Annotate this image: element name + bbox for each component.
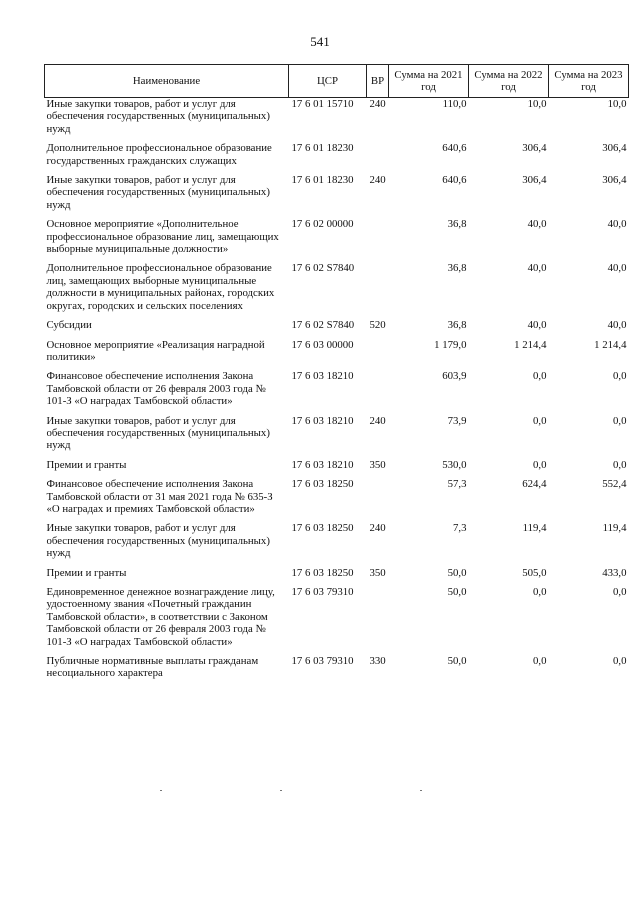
row-sum-2022: 10,0 — [527, 98, 547, 110]
row-sum-2021: 1 179,0 — [434, 338, 467, 351]
row-sum-2023: 0,0 — [613, 370, 627, 383]
row-sum-2022: 505,0 — [522, 566, 547, 579]
row-vr: 350 — [369, 566, 386, 579]
row-sum-2022: 0,0 — [533, 655, 547, 668]
row-vr: 240 — [369, 174, 386, 187]
table-row — [45, 478, 629, 522]
table-body — [45, 98, 629, 687]
row-sum-2023: 40,0 — [607, 262, 627, 275]
row-vr — [367, 142, 389, 174]
row-sum-2022: 0,0 — [533, 586, 547, 598]
row-csr: 17 6 03 18250 — [291, 478, 354, 491]
row-name: Финансовое обеспечение исполнения Закона Тамбовской области от 31 мая 2021 года № 635-З «О наградах и премиях Тамбовской области» — [46, 478, 273, 515]
row-sum-2022: 0,0 — [533, 414, 547, 427]
row-name: Публичные нормативные выплаты гражданам несоциального характера — [46, 655, 259, 680]
row-name: Премии и гранты — [46, 458, 127, 471]
row-vr: 520 — [369, 319, 386, 332]
row-name: Дополнительное профессиональное образование лиц, замещающих выборные муниципальные должности в муниципальных районах, городских округах, городских и сельских поселениях — [46, 262, 275, 312]
row-sum-2021: 57,3 — [447, 478, 467, 491]
row-vr — [367, 370, 389, 414]
row-sum-2021: 7,3 — [453, 522, 467, 535]
budget-table — [44, 64, 629, 687]
row-sum-2023: 433,0 — [602, 566, 627, 579]
row-csr: 17 6 01 15710 — [291, 98, 354, 110]
row-sum-2021: 110,0 — [442, 98, 467, 110]
row-sum-2022: 1 214,4 — [514, 338, 547, 351]
row-sum-2022: 40,0 — [527, 319, 547, 332]
row-csr: 17 6 01 18230 — [291, 174, 354, 187]
row-sum-2022: 306,4 — [522, 142, 547, 155]
row-vr — [367, 586, 389, 655]
table-row — [45, 218, 629, 262]
scan-mark — [160, 790, 162, 791]
table-header — [45, 65, 629, 98]
row-csr: 17 6 03 18250 — [291, 566, 354, 579]
row-sum-2023: 0,0 — [613, 586, 627, 598]
row-vr: 240 — [369, 98, 386, 110]
row-sum-2021: 36,8 — [447, 319, 467, 332]
row-name: Финансовое обеспечение исполнения Закона Тамбовской области от 26 февраля 2003 года № 101-З «О наградах Тамбовской области» — [46, 370, 266, 408]
row-sum-2023: 306,4 — [602, 174, 627, 187]
scan-mark — [420, 790, 422, 791]
row-sum-2022: 624,4 — [522, 478, 547, 491]
row-vr: 350 — [369, 458, 386, 471]
row-csr: 17 6 03 00000 — [291, 338, 354, 351]
row-sum-2021: 50,0 — [447, 566, 467, 579]
row-sum-2022: 40,0 — [527, 262, 547, 275]
row-sum-2022: 306,4 — [522, 174, 547, 187]
row-sum-2022: 119,4 — [522, 522, 547, 535]
header-sum-2023: Сумма на 2023 год — [549, 65, 629, 98]
table-row — [45, 655, 629, 687]
header-vr: ВР — [367, 65, 389, 98]
row-sum-2021: 640,6 — [442, 174, 467, 187]
row-csr: 17 6 03 79310 — [291, 586, 354, 598]
row-name: Иные закупки товаров, работ и услуг для обеспечения государственных (муниципальных) нужд — [46, 522, 270, 560]
row-name: Дополнительное профессиональное образование государственных гражданских служащих — [46, 142, 272, 167]
page-number: 541 — [310, 34, 330, 49]
row-csr: 17 6 03 18250 — [291, 522, 354, 535]
table-row — [45, 142, 629, 174]
row-vr — [367, 218, 389, 262]
row-sum-2023: 552,4 — [602, 478, 627, 491]
scan-mark — [280, 790, 282, 791]
row-csr: 17 6 03 18210 — [291, 458, 354, 471]
row-sum-2021: 530,0 — [442, 458, 467, 471]
row-sum-2021: 50,0 — [447, 586, 467, 598]
row-sum-2023: 0,0 — [613, 458, 627, 471]
row-csr: 17 6 02 S7840 — [291, 262, 355, 275]
row-csr: 17 6 03 18210 — [291, 370, 354, 383]
row-sum-2023: 0,0 — [613, 414, 627, 427]
table-row — [45, 567, 629, 586]
table-row — [45, 415, 629, 459]
header-row — [45, 65, 629, 98]
header-sum-2022: Сумма на 2022 год — [469, 65, 549, 98]
row-vr — [367, 262, 389, 319]
row-vr: 240 — [369, 414, 386, 427]
row-name: Единовременное денежное вознаграждение лицу, удостоенному звания «Почетный гражданин Тамбовской области», в соответствии с Законом Тамбовской области от 26 февраля 2003 года № 101-З «О наградах Тамбовской области» — [46, 586, 275, 648]
row-sum-2023: 1 214,4 — [594, 338, 627, 351]
row-csr: 17 6 01 18230 — [291, 142, 354, 155]
row-csr: 17 6 02 S7840 — [291, 319, 355, 332]
row-sum-2022: 40,0 — [527, 218, 547, 231]
row-sum-2022: 0,0 — [533, 370, 547, 383]
table-row — [45, 262, 629, 319]
row-csr: 17 6 03 79310 — [291, 655, 354, 668]
row-sum-2023: 119,4 — [602, 522, 627, 535]
header-name: Наименование — [45, 65, 289, 98]
table-row — [45, 319, 629, 338]
row-sum-2021: 73,9 — [447, 414, 467, 427]
row-sum-2023: 0,0 — [613, 655, 627, 668]
table-row — [45, 174, 629, 218]
table-row — [45, 522, 629, 566]
row-name: Премии и гранты — [46, 566, 127, 579]
header-sum-2021: Сумма на 2021 год — [389, 65, 469, 98]
row-name: Иные закупки товаров, работ и услуг для обеспечения государственных (муниципальных) нужд — [46, 98, 270, 135]
row-vr: 240 — [369, 522, 386, 535]
row-sum-2023: 306,4 — [602, 142, 627, 155]
row-csr: 17 6 03 18210 — [291, 414, 354, 427]
row-sum-2023: 10,0 — [607, 98, 627, 110]
table-row — [45, 586, 629, 655]
row-csr: 17 6 02 00000 — [291, 218, 354, 231]
row-vr — [367, 478, 389, 522]
row-sum-2021: 36,8 — [447, 218, 467, 231]
row-sum-2021: 640,6 — [442, 142, 467, 155]
row-name: Субсидии — [46, 319, 92, 332]
row-vr — [367, 339, 389, 371]
row-sum-2023: 40,0 — [607, 319, 627, 332]
row-sum-2021: 36,8 — [447, 262, 467, 275]
row-name: Основное мероприятие «Дополнительное профессиональное образование лиц, замещающих выборные муниципальные должности» — [46, 218, 279, 256]
table-row — [45, 98, 629, 143]
row-name: Иные закупки товаров, работ и услуг для обеспечения государственных (муниципальных) нужд — [46, 174, 270, 211]
row-vr: 330 — [369, 655, 386, 668]
header-csr: ЦСР — [289, 65, 367, 98]
row-name: Иные закупки товаров, работ и услуг для обеспечения государственных (муниципальных) нужд — [46, 414, 270, 452]
row-sum-2022: 0,0 — [533, 458, 547, 471]
table-row — [45, 459, 629, 478]
row-sum-2021: 603,9 — [442, 370, 467, 383]
row-sum-2023: 40,0 — [607, 218, 627, 231]
row-sum-2021: 50,0 — [447, 655, 467, 668]
table-row — [45, 370, 629, 414]
table-row — [45, 339, 629, 371]
row-name: Основное мероприятие «Реализация наградной политики» — [46, 338, 265, 363]
